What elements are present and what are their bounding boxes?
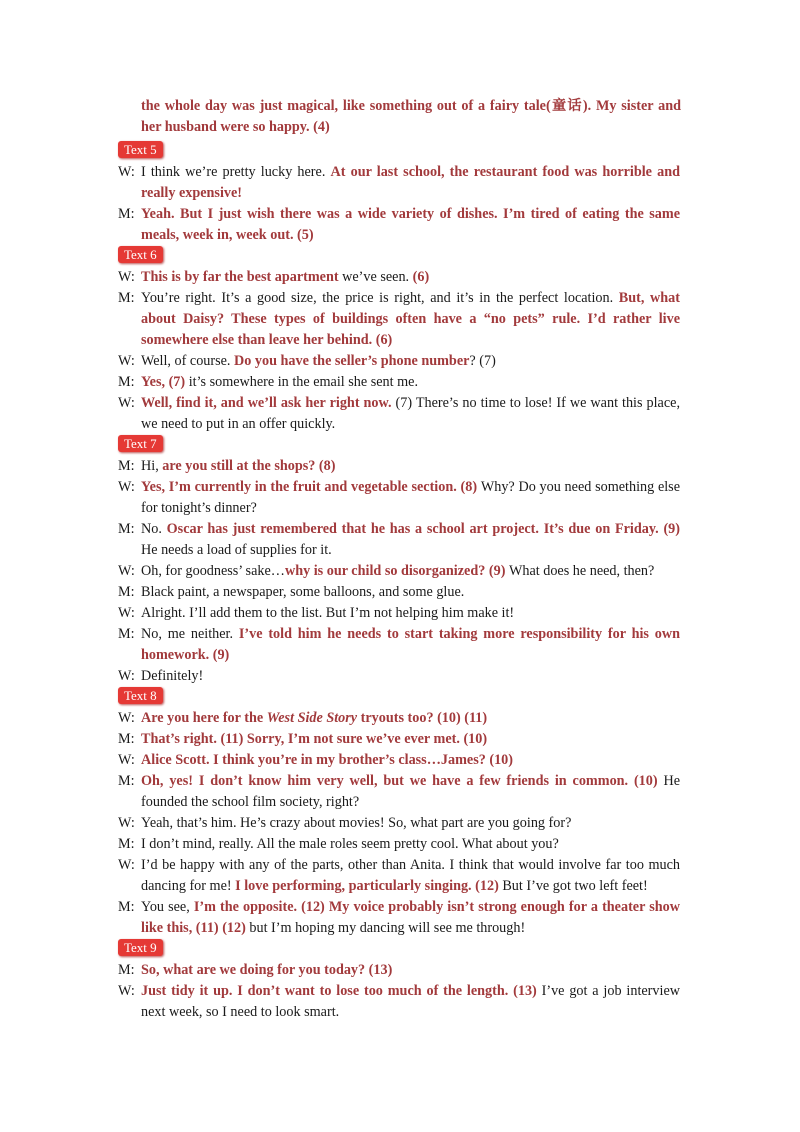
highlighted-text: Oscar has just remembered that he has a school art project. It’s due on Friday. (9) [166, 521, 680, 537]
highlighted-text: I love performing, particularly singing. (12) [235, 878, 503, 894]
speaker-label: W: [118, 815, 135, 831]
continuation-paragraph [141, 96, 681, 138]
speaker-label: W: [118, 710, 135, 726]
speaker-label: M: [118, 731, 135, 747]
dialogue-line [118, 750, 680, 771]
speaker-label: W: [118, 395, 135, 411]
section-label-badge: Text 9 [118, 939, 163, 956]
plain-text: I think we’re pretty lucky here. [141, 164, 331, 180]
dialogue-line [118, 813, 680, 834]
plain-text: Hi, [141, 458, 163, 474]
highlighted-text: the whole day was just magical, like something out of a fairy tale(童话). My sister and her husband were so happy. (4) [141, 98, 681, 135]
plain-text: Yeah, that’s him. He’s crazy about movies! So, what part are you going for? [141, 815, 572, 831]
speaker-label: M: [118, 899, 135, 915]
highlighted-text: Oh, yes! I don’t know him very well, but we have a few friends in common. (10) [141, 773, 664, 789]
highlighted-text: This is by far the best apartment [141, 269, 343, 285]
dialogue-line [118, 708, 680, 729]
section-label-badge: Text 7 [118, 435, 163, 452]
highlighted-text: But, what about Daisy? These types of buildings often have a “no pets” rule. I’d rather live somewhere else than leave her behind. (6) [141, 290, 680, 348]
speaker-label: M: [118, 374, 135, 390]
speaker-label: W: [118, 605, 135, 621]
plain-text: Alright. I’ll add them to the list. But I’m not helping him make it! [141, 605, 515, 621]
speaker-label: M: [118, 521, 135, 537]
dialogue-line [118, 960, 680, 981]
dialogue-line [118, 351, 680, 372]
dialogue-line [118, 519, 680, 561]
plain-text: I’d be happy with any of the parts, other than Anita. I think that would involve far too much dancing for me! [141, 857, 680, 894]
plain-text: What does he need, then? [508, 563, 655, 579]
plain-text: (7) There’s no time to lose! If we want this place, we need to put in an offer quickly. [141, 395, 680, 432]
highlighted-text: Well, find it, and we’ll ask her right now. [141, 395, 396, 411]
plain-text: You’re right. It’s a good size, the price is right, and it’s in the perfect location. [141, 290, 619, 306]
highlighted-text: Yes, (7) [141, 374, 189, 390]
speaker-label: W: [118, 668, 135, 684]
dialogue-line [118, 162, 680, 204]
dialogue-line [118, 456, 680, 477]
speaker-label: W: [118, 752, 135, 768]
plain-text: He needs a load of supplies for it. [141, 542, 332, 558]
highlighted-text: West Side Story [266, 710, 358, 726]
speaker-label: M: [118, 962, 135, 978]
speaker-label: M: [118, 206, 135, 222]
highlighted-text: That’s right. (11) Sorry, I’m not sure we’ve ever met. (10) [141, 731, 488, 747]
speaker-label: W: [118, 269, 135, 285]
dialogue-line [118, 603, 680, 624]
dialogue-line [118, 981, 680, 1023]
text-6-section [118, 246, 680, 435]
dialogue-line [118, 561, 680, 582]
speaker-label: M: [118, 584, 135, 600]
text-7-section [118, 435, 680, 687]
highlighted-text: I’ve told him he needs to start taking more responsibility for his own homework. (9) [141, 626, 681, 663]
dialogue-line [118, 393, 680, 435]
highlighted-text: Yeah. But I just wish there was a wide variety of dishes. I’m tired of eating the same meals, week in, week out. (5) [141, 206, 680, 243]
dialogue-line [118, 267, 680, 288]
highlighted-text: are you still at the shops? (8) [162, 458, 336, 474]
plain-text: we’ve seen. [342, 269, 413, 285]
plain-text: Black paint, a newspaper, some balloons, and some glue. [141, 584, 465, 600]
plain-text: But I’ve got two left feet! [502, 878, 648, 894]
dialogue-line [118, 834, 680, 855]
highlighted-text: tryouts too? (10) (11) [357, 710, 488, 726]
plain-text: You see, [141, 899, 194, 915]
plain-text: I’ve got a job interview next week, so I need to look smart. [141, 983, 680, 1020]
dialogue-line [118, 204, 680, 246]
plain-text: No. [141, 521, 167, 537]
dialogue-line [118, 855, 680, 897]
plain-text: Why? Do you need something else for tonight’s dinner? [141, 479, 681, 516]
plain-text: Definitely! [141, 668, 204, 684]
plain-text: but I’m hoping my dancing will see me through! [249, 920, 526, 936]
text-8-section [118, 687, 680, 939]
highlighted-text: Alice Scott. I think you’re in my brother’s class…James? (10) [141, 752, 513, 768]
speaker-label: M: [118, 458, 135, 474]
plain-text: ? (7) [469, 353, 496, 369]
dialogue-line [118, 582, 680, 603]
text-5-section [118, 141, 680, 246]
highlighted-text: (6) [412, 269, 430, 285]
dialogue-line [118, 729, 680, 750]
dialogue-line [118, 477, 680, 519]
highlighted-text: Just tidy it up. I don’t want to lose too much of the length. (13) [141, 983, 542, 999]
section-label-badge: Text 8 [118, 687, 163, 704]
section-label-badge: Text 5 [118, 141, 163, 158]
dialogue-line [118, 624, 680, 666]
plain-text: No, me neither. [141, 626, 239, 642]
highlighted-text: Yes, I’m currently in the fruit and vegetable section. (8) [141, 479, 481, 495]
speaker-label: W: [118, 983, 135, 999]
highlighted-text: I’m the opposite. (12) My voice probably isn’t strong enough for a theater show like this, (11) (12) [141, 899, 680, 936]
speaker-label: W: [118, 164, 135, 180]
dialogue-line [118, 288, 680, 351]
speaker-label: W: [118, 857, 135, 873]
dialogue-line [118, 666, 680, 687]
speaker-label: M: [118, 626, 135, 642]
speaker-label: M: [118, 773, 135, 789]
dialogue-line [118, 771, 680, 813]
highlighted-text: Are you here for the [141, 710, 267, 726]
highlighted-text: Do you have the seller’s phone number [234, 353, 470, 369]
highlighted-text: why is our child so disorganized? (9) [284, 563, 509, 579]
speaker-label: M: [118, 290, 135, 306]
highlighted-text: So, what are we doing for you today? (13) [141, 962, 393, 978]
speaker-label: W: [118, 563, 135, 579]
speaker-label: W: [118, 479, 135, 495]
plain-text: He founded the school film society, right? [141, 773, 680, 810]
speaker-label: W: [118, 353, 135, 369]
plain-text: Oh, for goodness’ sake… [141, 563, 285, 579]
plain-text: Well, of course. [141, 353, 235, 369]
dialogue-line [118, 372, 680, 393]
speaker-label: M: [118, 836, 135, 852]
plain-text: it’s somewhere in the email she sent me. [188, 374, 418, 390]
dialogue-line [118, 897, 680, 939]
plain-text: I don’t mind, really. All the male roles seem pretty cool. What about you? [141, 836, 559, 852]
highlighted-text: At our last school, the restaurant food was horrible and really expensive! [141, 164, 680, 201]
section-label-badge: Text 6 [118, 246, 163, 263]
text-9-section [118, 939, 680, 1023]
